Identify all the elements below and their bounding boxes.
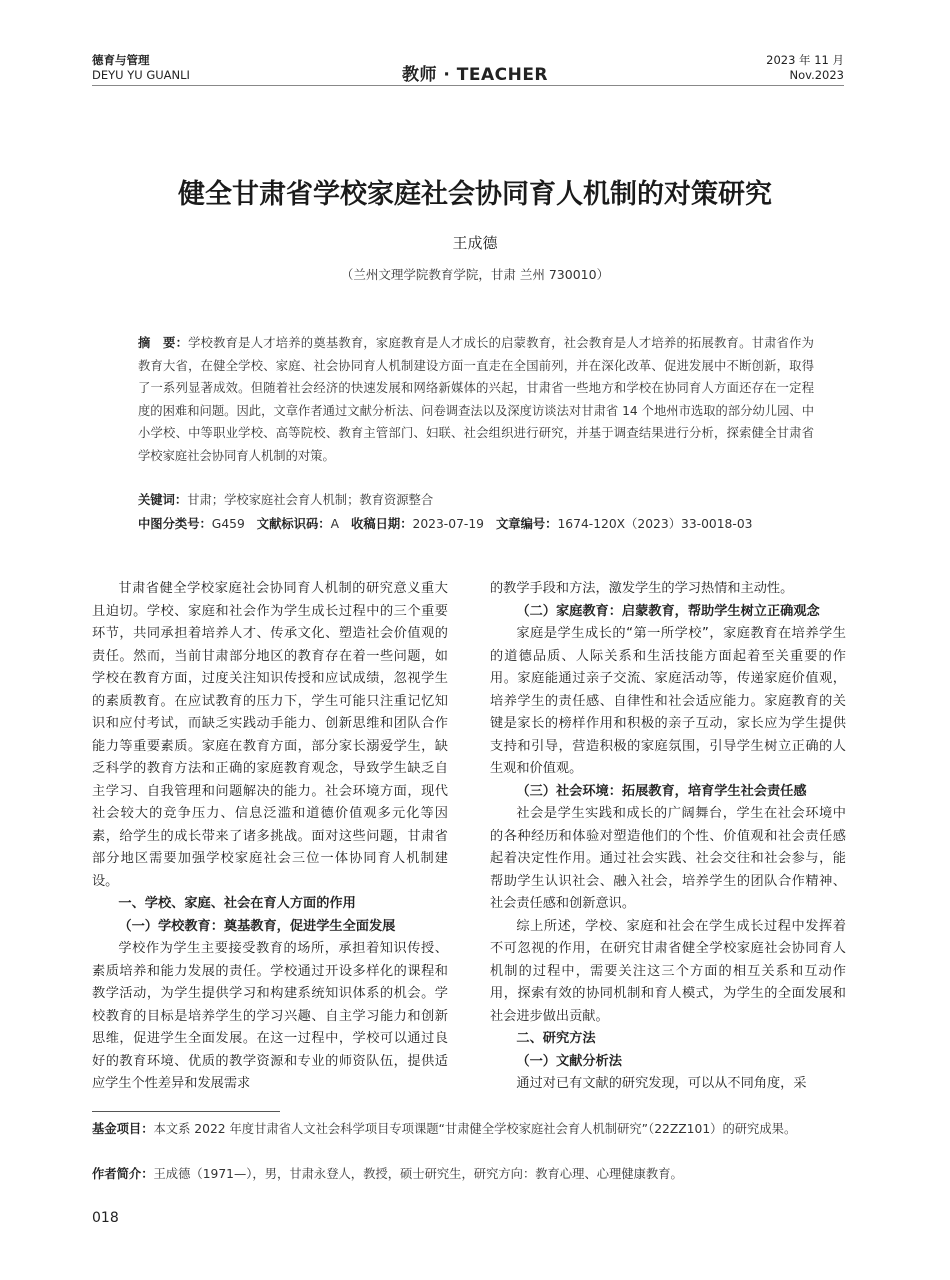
body-column-left [92,578,448,1096]
footnote-rule [92,1111,280,1112]
school-paragraph: 学校作为学生主要接受教育的场所，承担着知识传授、素质培养和能力发展的责任。学校通过开设多样化的课程和教学活动，为学生提供学习和构建系统知识体系的机会。学校教育的目标是培养学生的学习兴趣、自主学习能力和创新思维，促进学生全面发展。在这一过程中，学校可以通过良好的教育环境、优质的教学资源和专业的师资队伍，提供适应学生个性差异和发展需求 [92,941,448,1091]
abstract [138,332,814,467]
author-affiliation: （兰州文理学院教育学院，甘肃 兰州 730010） [340,267,610,282]
body-column-right [490,578,846,1096]
received-date-label: 收稿日期： [351,517,413,531]
author-bio-label: 作者简介： [92,1167,154,1181]
clc-value: G459 [211,517,245,531]
journal-name: 教师 · TEACHER [401,65,549,85]
literature-paragraph: 通过对已有文献的研究发现，可以从不同角度，采 [516,1076,807,1091]
section-name-cn: 德育与管理 [92,53,150,67]
abstract-text: 学校教育是人才培养的奠基教育，家庭教育是人才成长的启蒙教育，社会教育是人才培养的拓展教育。甘肃省作为教育大省，在健全学校、家庭、社会协同育人机制建设方面一直走在全国前列，并在深化改革、促进发展中不断创新，取得了一系列显著成效。但随着社会经济的快速发展和网络新媒体的兴起，甘肃省一些地方和学校在协同育人方面还存在一定程度的困难和问题。因此，文章作者通过文献分析法、问卷调查法以及深度访谈法对甘肃省 14 个地州市选取的部分幼儿园、中小学校、中等职业学校、高等院校、教育主管部门、妇联、社会组织进行研究，并基于调查结果进行分析，探索健全甘肃省学校家庭社会协同育人机制的对策。 [138,336,814,463]
received-date-value: 2023-07-19 [412,517,484,531]
header-rule [92,85,844,86]
funding-text: 本文系 2022 年度甘肃省人文社会科学项目专项课题“甘肃健全学校家庭社会育人机制研究”（22ZZ101）的研究成果。 [153,1122,797,1136]
keywords [138,490,828,508]
issue-date-en: Nov.2023 [789,68,844,82]
doc-code-label: 文献标识码： [256,517,331,531]
subsection-heading-society: （三）社会环境：拓展教育，培育学生社会责任感 [516,783,807,799]
doc-code-value: A [330,517,340,531]
paper-title: 健全甘肃省学校家庭社会协同育人机制的对策研究 [178,179,772,210]
funding-label: 基金项目： [92,1122,154,1136]
keywords-text: 甘肃；学校家庭社会育人机制；教育资源整合 [187,493,434,507]
issue-date-cn: 2023 年 11 月 [766,53,844,67]
section-heading-1: 一、学校、家庭、社会在育人方面的作用 [118,896,356,911]
abstract-label: 摘 要： [138,336,189,350]
school-paragraph-continued: 的教学手段和方法，激发学生的学习热情和主动性。 [490,581,794,596]
subsection-heading-school: （一）学校教育：奠基教育，促进学生全面发展 [118,918,396,934]
subsection-heading-literature: （一）文献分析法 [516,1053,622,1069]
article-number-value: 1674-120X（2023）33-0018-03 [557,517,753,531]
running-head-date [766,53,844,83]
subsection-heading-family: （二）家庭教育：启蒙教育，帮助学生树立正确观念 [516,603,820,619]
page-number: 018 [92,1210,119,1226]
article-number-label: 文章编号： [495,517,558,531]
summary-paragraph: 综上所述，学校、家庭和社会在学生成长过程中发挥着不可忽视的作用，在研究甘肃省健全学校家庭社会协同育人机制的过程中，需要关注这三个方面的相互关系和互动作用，探索有效的协同机制和育人模式，为学生的全面发展和社会进步做出贡献。 [490,918,846,1024]
author-bio-text: 王成德（1971—），男，甘肃永登人，教授，硕士研究生，研究方向：教育心理、心理健康教育。 [153,1167,683,1181]
section-name-en: DEYU YU GUANLI [92,68,190,82]
family-paragraph: 家庭是学生成长的“第一所学校”，家庭教育在培养学生的道德品质、人际关系和生活技能方面起着至关重要的作用。家庭能通过亲子交流、家庭活动等，传递家庭价值观，培养学生的责任感、自律性和社会适应能力。家庭教育的关键是家长的榜样作用和积极的亲子互动，家长应为学生提供支持和引导，营造积极的家庭氛围，引导学生树立正确的人生观和价值观。 [490,626,846,776]
society-paragraph: 社会是学生实践和成长的广阔舞台，学生在社会环境中的各种经历和体验对塑造他们的个性、价值观和社会责任感起着决定性作用。通过社会实践、社会交往和社会参与，能帮助学生认识社会、融入社会，培养学生的团队合作精神、社会责任感和创新意识。 [490,806,846,911]
classification-line [138,514,838,532]
author-name: 王成德 [452,234,498,252]
funding-footnote [92,1118,847,1141]
intro-paragraph: 甘肃省健全学校家庭社会协同育人机制的研究意义重大且迫切。学校、家庭和社会作为学生成长过程中的三个重要环节，共同承担着培养人才、传承文化、塑造社会价值观的责任。然而，当前甘肃部分地区的教育存在着一些问题，如学校在教育方面，过度关注知识传授和应试成绩，忽视学生的素质教育。在应试教育的压力下，学生可能只注重记忆知识和应付考试，而缺乏实践动手能力、创新思维和团队合作能力等重要素质。家庭在教育方面，部分家长溺爱学生，缺乏科学的教育方法和正确的家庭教育观念，导致学生缺乏自主学习、自我管理和问题解决的能力。社会环境方面，现代社会较大的竞争压力、信息泛滥和道德价值观多元化等因素，给学生的成长带来了诸多挑战。面对这些问题，甘肃省部分地区需要加强学校家庭社会三位一体协同育人机制建设。 [92,581,448,889]
keywords-label: 关键词： [138,493,188,507]
section-heading-2: 二、研究方法 [516,1031,596,1046]
clc-label: 中图分类号： [138,517,212,531]
author-bio-footnote [92,1163,847,1186]
